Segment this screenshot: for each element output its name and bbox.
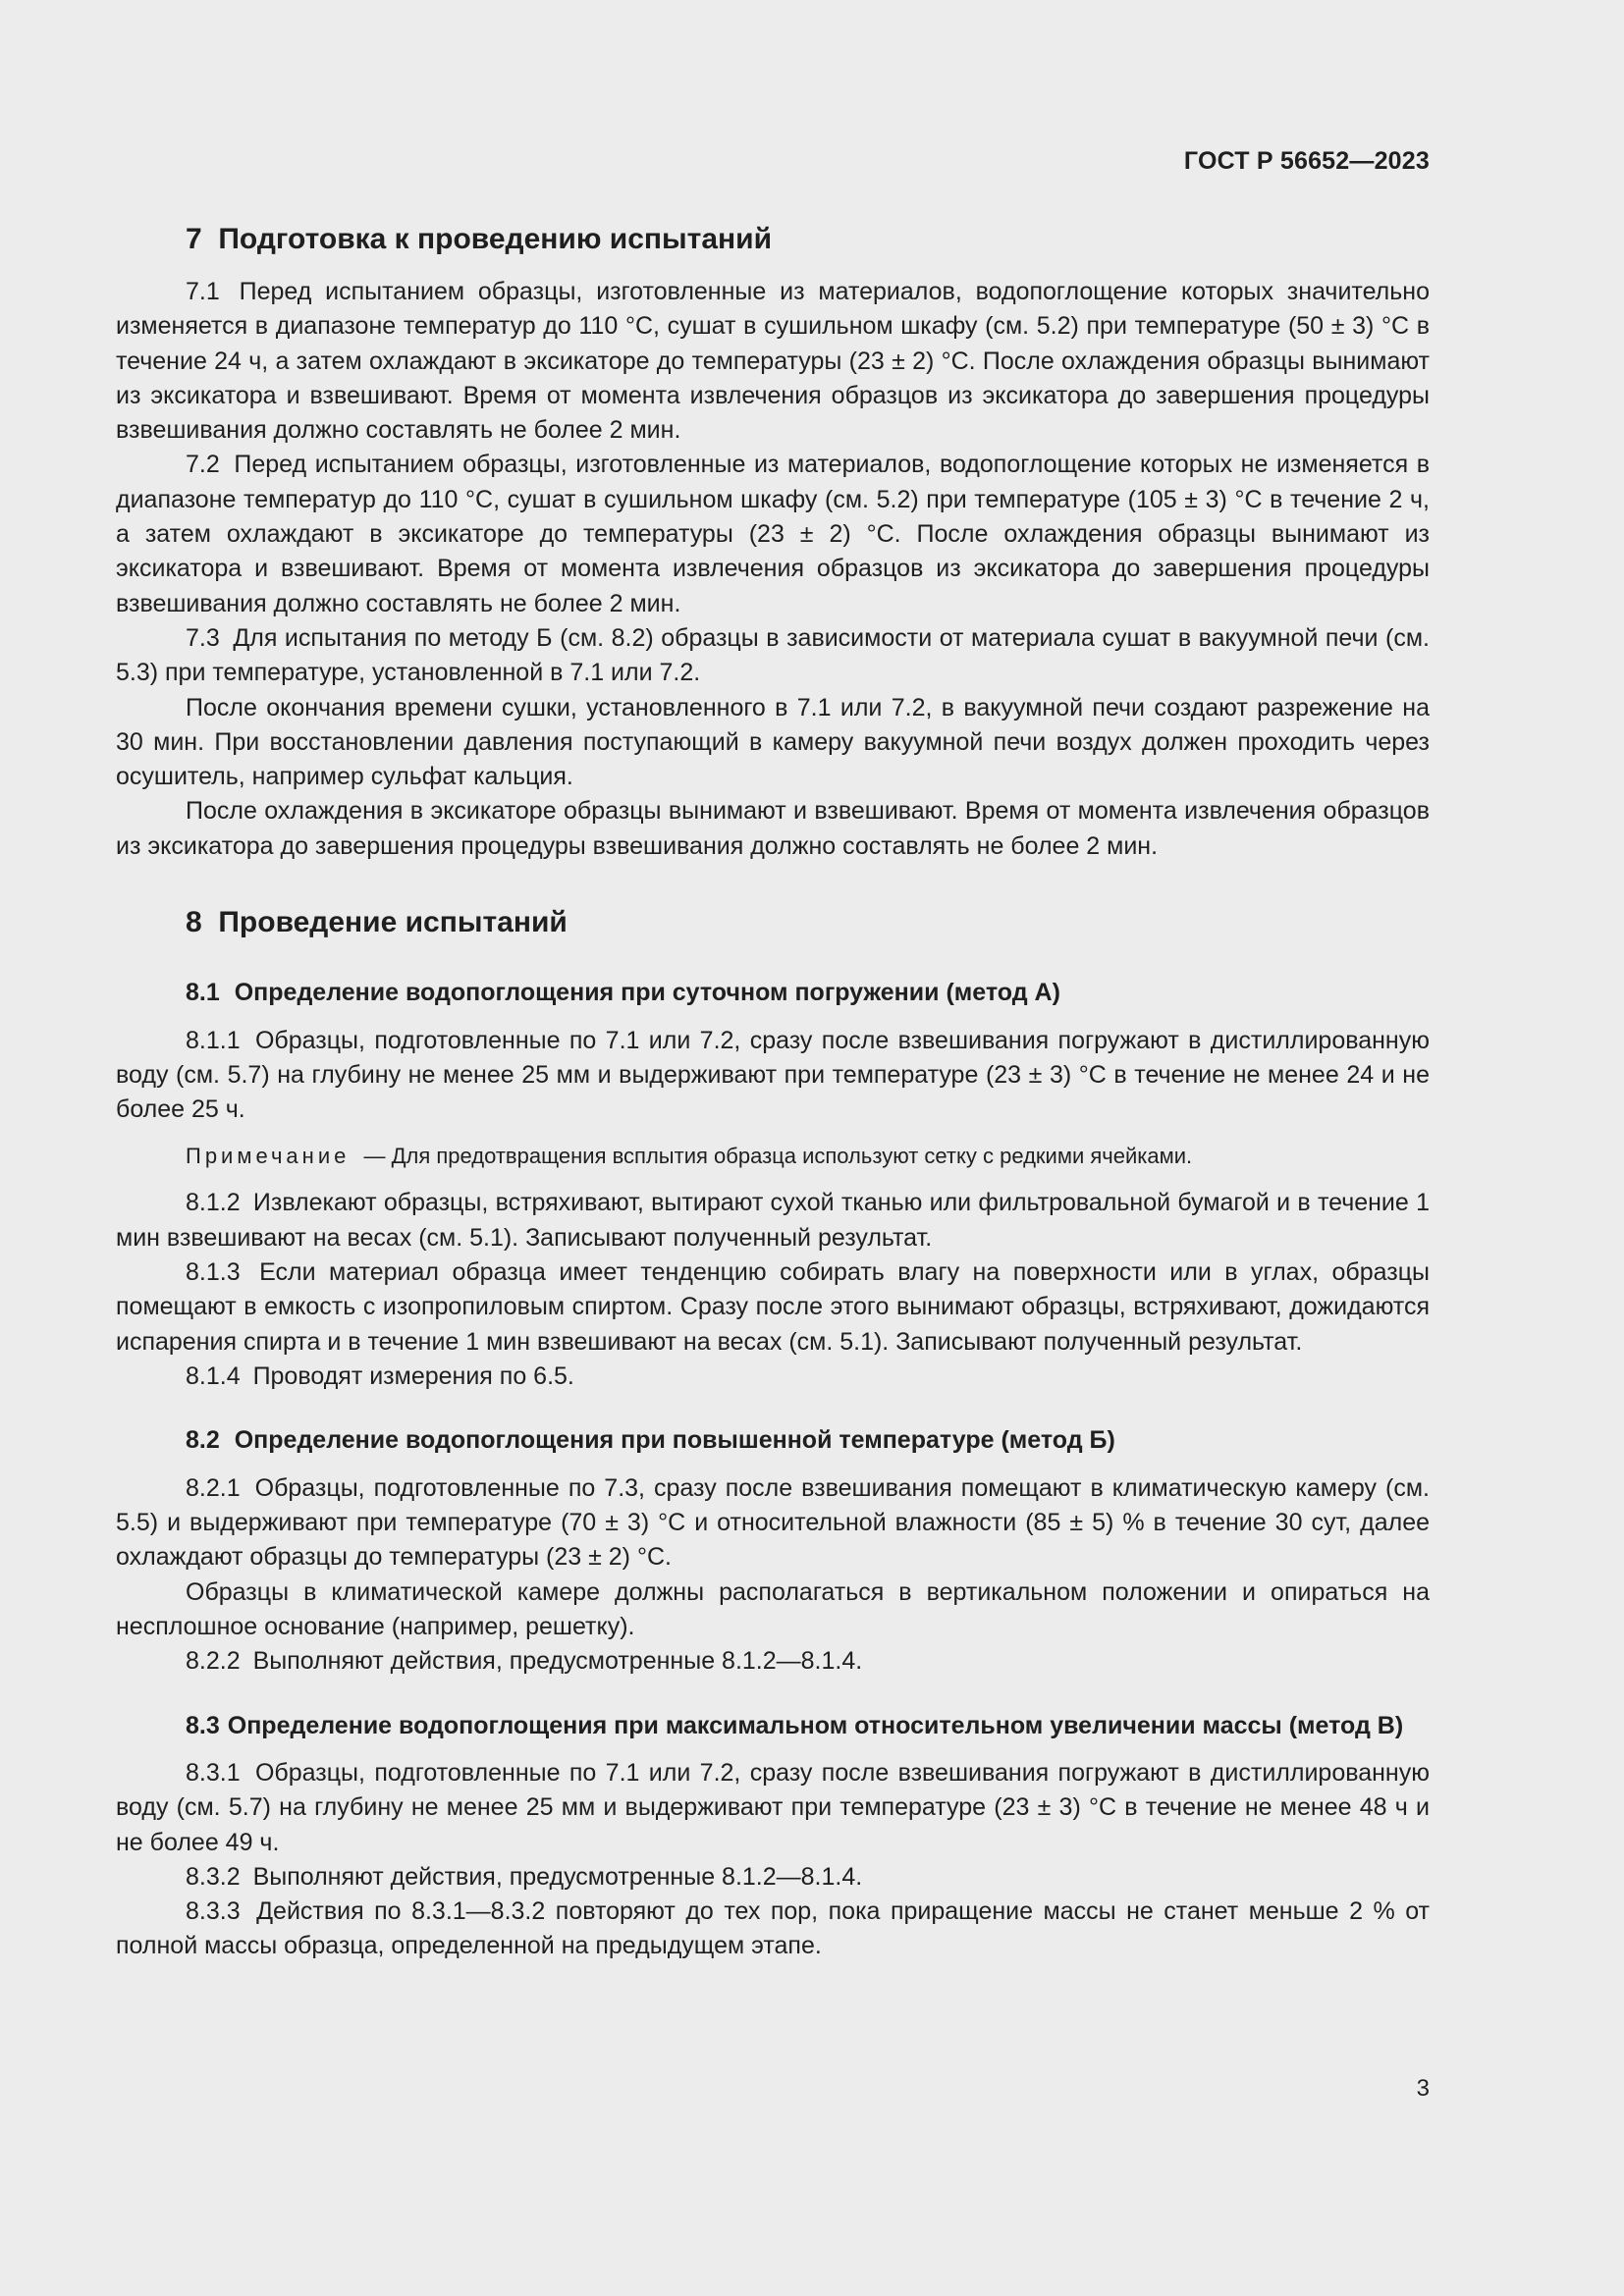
- paragraph-number: 8.1.4: [186, 1362, 241, 1390]
- paragraph-text: Для испытания по методу Б (см. 8.2) образцы в зависимости от материала сушат в вакуумной печи (см. 5.3) при температуре, установленной в 7.1 или 7.2.: [116, 623, 1430, 687]
- document-body: [116, 222, 1430, 1964]
- subsection-title: Определение водопоглощения при максимальном относительном увеличении массы (метод В): [227, 1711, 1404, 1739]
- section-number: 7: [186, 223, 202, 255]
- paragraph-text: Извлекают образцы, встряхивают, вытирают сухой тканью или фильтровальной бумагой и в течение 1 мин взвешивают на весах (см. 5.1). Записывают полученный результат.: [116, 1189, 1430, 1252]
- paragraph-number: 8.2.1: [186, 1473, 241, 1502]
- subsection-8-2-heading: [116, 1423, 1430, 1458]
- section-7-heading: [116, 222, 1430, 257]
- paragraph-8-1-2: [116, 1186, 1430, 1255]
- paragraph-text: Перед испытанием образцы, изготовленные из материалов, водопоглощение которых значительно изменяется в диапазоне температур до 110 °С, сушат в сушильном шкафу (см. 5.2) при температуре (50 ± 3) °С в течение 24 ч, а затем охлаждают в эксикаторе до температуры (23 ± 2) °С. После охлаждения образцы вынимают из эксикатора и взвешивают. Время от момента извлечения образцов из эксикатора до завершения процедуры взвешивания должно составлять не более 2 мин.: [116, 278, 1430, 445]
- paragraph-number: 8.1.2: [186, 1189, 241, 1217]
- paragraph-8-2-1-b: Образцы в климатической камере должны располагаться в вертикальном положении и опираться на несплошное основание (например, решетку).: [116, 1577, 1430, 1640]
- subsection-number: 8.3: [186, 1711, 220, 1739]
- paragraph-8-3-2: [116, 1860, 1430, 1895]
- subsection-8-3-heading: [116, 1709, 1430, 1743]
- paragraph-7-3-b: После окончания времени сушки, установленного в 7.1 или 7.2, в вакуумной печи создают разрежение на 30 мин. При восстановлении давления поступающий в камеру вакуумной печи воздух должен проходить через осушитель, например сульфат кальция.: [116, 693, 1430, 791]
- paragraph-text: Выполняют действия, предусмотренные 8.1.2—8.1.4.: [252, 1647, 863, 1676]
- paragraph-number: 8.2.2: [186, 1647, 241, 1676]
- section-8-heading: [116, 905, 1430, 940]
- paragraph-number: 8.1.3: [186, 1258, 241, 1287]
- document-code: ГОСТ Р 56652—2023: [1183, 147, 1430, 175]
- paragraph-text: Если материал образца имеет тенденцию собирать влагу на поверхности или в углах, образцы помещают в емкость с изопропиловым спиртом. Сразу после этого вынимают образцы, встряхивают, дожидаются испарения спирта и в течение 1 мин взвешивают на весах (см. 5.1). Записывают полученный результат.: [116, 1258, 1431, 1356]
- paragraph-text: Перед испытанием образцы, изготовленные из материалов, водопоглощение которых не изменяется в диапазоне температур до 110 °С, сушат в сушильном шкафу (см. 5.2) при температуре (105 ± 3) °С в течение 2 ч, а затем охлаждают в эксикаторе до температуры (23 ± 2) °С. После охлаждения образцы вынимают из эксикатора и взвешивают. Время от момента извлечения образцов из эксикатора до завершения процедуры взвешивания должно составлять не более 2 мин.: [116, 451, 1430, 617]
- paragraph-text: Образцы, подготовленные по 7.3, сразу после взвешивания помещают в климатическую камеру (см. 5.5) и выдерживают при температуре (70 ± 3) °С и относительной влажности (85 ± 5) % в течение 30 сут, далее охлаждают образцы до температуры (23 ± 2) °С.: [116, 1473, 1431, 1572]
- subsection-number: 8.1: [186, 979, 220, 1007]
- section-number: 8: [186, 906, 202, 939]
- paragraph-number: 8.3.2: [186, 1862, 241, 1891]
- note-label: Примечание: [186, 1144, 351, 1169]
- paragraph-8-2-2: [116, 1644, 1430, 1679]
- paragraph-number: 7.3: [186, 623, 220, 652]
- paragraph-7-3-c: После охлаждения в эксикаторе образцы вынимают и взвешивают. Время от момента извлечения образцов из эксикатора до завершения процедуры взвешивания должно составлять не более 2 мин.: [116, 797, 1430, 860]
- paragraph-text: Проводят измерения по 6.5.: [252, 1362, 574, 1390]
- paragraph-number: 8.1.1: [186, 1026, 241, 1054]
- paragraph-8-1-1: [116, 1024, 1430, 1128]
- page-number: 3: [1416, 2075, 1430, 2102]
- subsection-title: Определение водопоглощения при повышенной температуре (метод Б): [234, 1426, 1115, 1455]
- paragraph-number: 8.3.3: [186, 1897, 241, 1926]
- paragraph-8-2-1: [116, 1471, 1430, 1575]
- paragraph-number: 7.1: [186, 278, 220, 305]
- subsection-8-1-heading: [116, 976, 1430, 1010]
- spacer: [116, 958, 1430, 976]
- spacer: [116, 864, 1430, 905]
- paragraph-7-1: [116, 275, 1430, 448]
- paragraph-8-3-1: [116, 1756, 1430, 1860]
- paragraph-number: 8.3.1: [186, 1759, 241, 1787]
- paragraph-text: Образцы, подготовленные по 7.1 или 7.2, сразу после взвешивания погружают в дистиллированную воду (см. 5.7) на глубину не менее 25 мм и выдерживают при температуре (23 ± 3) °С в течение не менее 48 ч и не более 49 ч.: [116, 1759, 1430, 1856]
- paragraph-7-3: [116, 621, 1430, 691]
- paragraph-number: 7.2: [186, 451, 220, 479]
- paragraph-8-3-3: [116, 1895, 1430, 1964]
- paragraph-text: Образцы, подготовленные по 7.1 или 7.2, сразу после взвешивания погружают в дистиллированную воду (см. 5.7) на глубину не менее 25 мм и выдерживают при температуре (23 ± 3) °С в течение не менее 24 и не более 25 ч.: [116, 1026, 1430, 1124]
- spacer: [116, 1680, 1430, 1709]
- paragraph-text: Выполняют действия, предусмотренные 8.1.2—8.1.4.: [252, 1862, 863, 1891]
- paragraph-8-1-4: [116, 1360, 1430, 1394]
- section-title: Подготовка к проведению испытаний: [218, 223, 773, 255]
- paragraph-text: Действия по 8.3.1—8.3.2 повторяют до тех пор, пока приращение массы не станет меньше 2 % от полной массы образца, определенной на предыдущем этапе.: [116, 1897, 1430, 1960]
- subsection-number: 8.2: [186, 1426, 220, 1455]
- spacer: [116, 1394, 1430, 1423]
- subsection-title: Определение водопоглощения при суточном погружении (метод А): [234, 979, 1060, 1007]
- paragraph-7-2: [116, 448, 1430, 620]
- note-text: — Для предотвращения всплытия образца используют сетку с редкими ячейками.: [363, 1144, 1193, 1169]
- paragraph-8-1-3: [116, 1255, 1430, 1360]
- note: [116, 1141, 1430, 1172]
- section-title: Проведение испытаний: [218, 906, 568, 939]
